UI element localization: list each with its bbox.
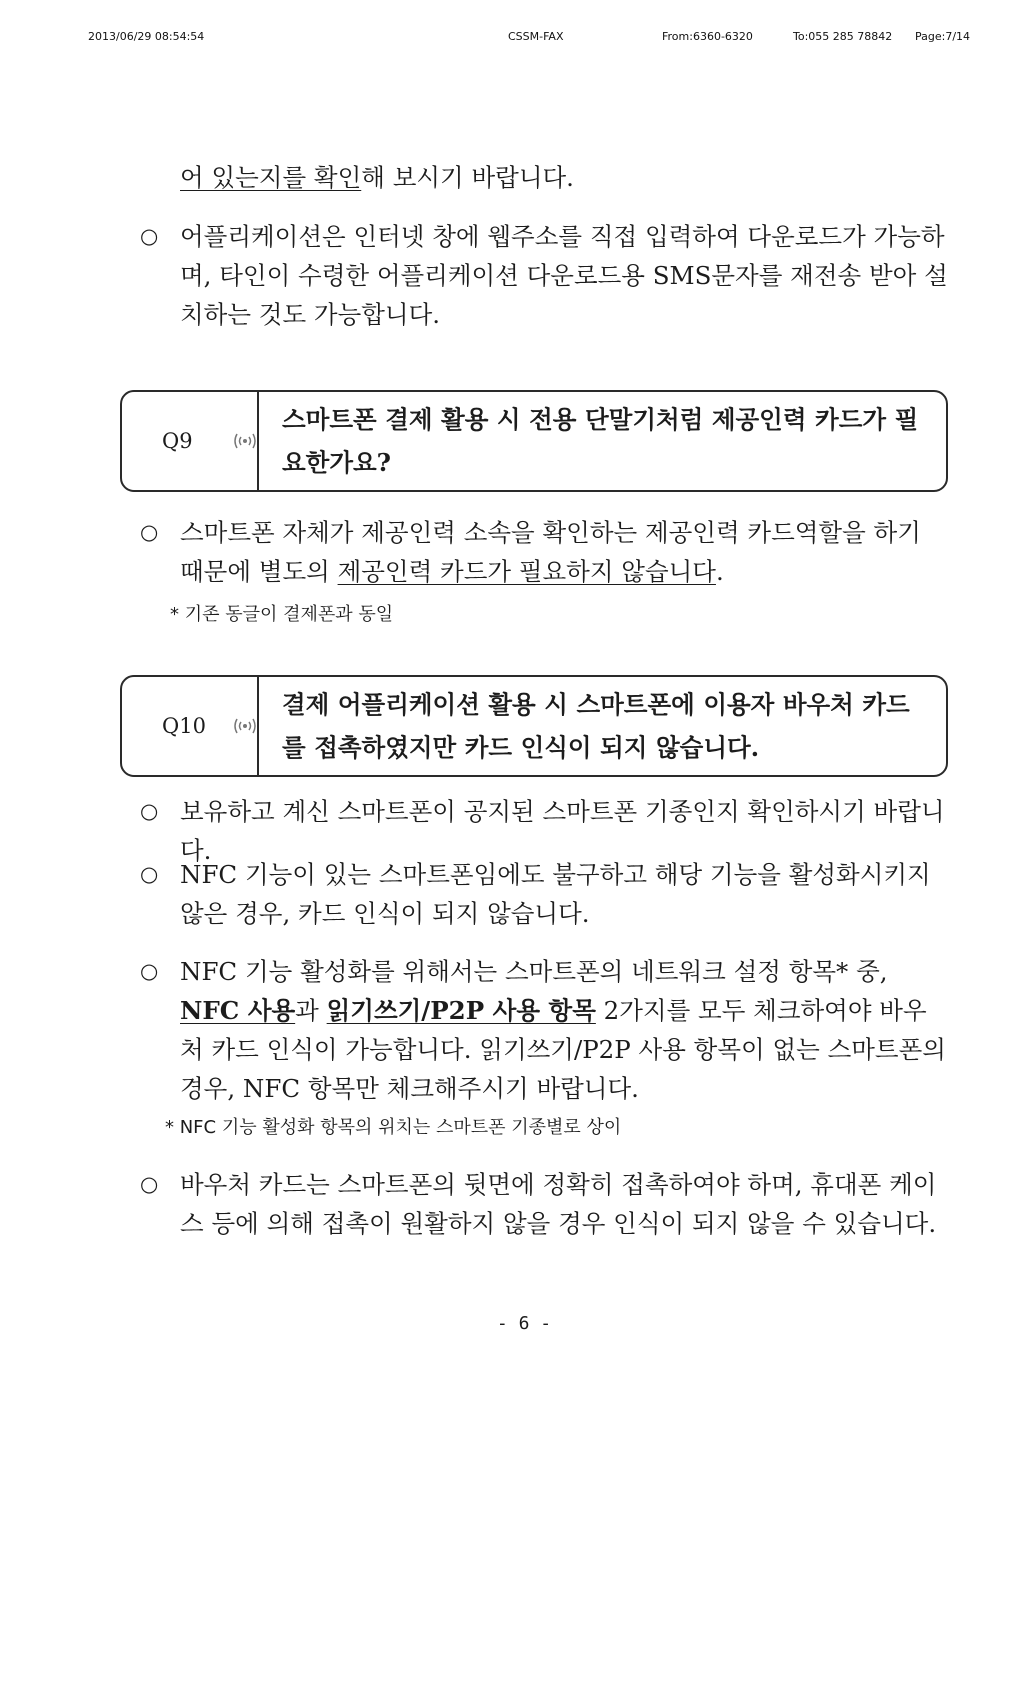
q9-answer-end: . xyxy=(715,557,724,586)
fax-header xyxy=(0,30,1024,50)
q9-answer-underlined: 제공인력 카드가 필요하지 않습니다 xyxy=(337,557,716,586)
continuation-text: 해 보시기 바랍니다. xyxy=(361,163,574,192)
fax-from: From:6360-6320 xyxy=(662,30,753,43)
q10-answer-contact-text: 바우처 카드는 스마트폰의 뒷면에 정확히 접촉하여야 하며, 휴대폰 케이스 등에 의해 접촉이 원활하지 않을 경우 인식이 되지 않을 수 있습니다. xyxy=(180,1170,937,1238)
p2p-use-underlined: 읽기쓰기/P2P 사용 항목 xyxy=(326,996,596,1025)
q10-number: Q10 xyxy=(162,714,206,738)
download-text: 어플리케이션은 인터넷 창에 웹주소를 직접 입력하여 다운로드가 가능하며, 타인이 수령한 어플리케이션 다운로드용 SMS문자를 재전송 받아 설치하는 것도 가능합니다. xyxy=(180,222,948,329)
bullet-icon: ○ xyxy=(140,799,159,823)
q10-answer-nfc-inactive-text: NFC 기능이 있는 스마트폰임에도 불구하고 해당 기능을 활성화시키지 않은 경우, 카드 인식이 되지 않습니다. xyxy=(180,860,931,928)
download-paragraph xyxy=(140,217,948,334)
q10-question-box xyxy=(120,675,948,777)
fax-page: Page:7/14 xyxy=(915,30,971,43)
page-number: - 6 - xyxy=(496,1313,552,1334)
q10-answer-nfc-inactive xyxy=(140,855,948,933)
q9-answer-text: 스마트폰 자체가 제공인력 소속을 확인하는 제공인력 카드역할을 하기 때문에 별도의 xyxy=(180,518,921,586)
bullet-icon: ○ xyxy=(140,1172,159,1196)
q9-question-text: 스마트폰 결제 활용 시 전용 단말기처럼 제공인력 카드가 필요한가요? xyxy=(282,405,919,477)
bullet-icon: ○ xyxy=(140,224,159,248)
q10-label-cell xyxy=(122,677,259,775)
bullet-icon: ○ xyxy=(140,862,159,886)
nfc-note: * NFC 기능 활성화 항목의 위치는 스마트폰 기종별로 상이 xyxy=(165,1117,622,1138)
q9-answer-paragraph xyxy=(140,513,948,591)
q10-question-text: 결제 어플리케이션 활용 시 스마트폰에 이용자 바우처 카드를 접촉하였지만 카드 인식이 되지 않습니다. xyxy=(282,690,910,762)
q9-label-cell xyxy=(122,392,259,490)
nfc-use-underlined: NFC 사용 xyxy=(180,996,296,1025)
q10-answer-nfc-activate xyxy=(140,952,948,1108)
nfc-wave-icon xyxy=(232,715,258,737)
fax-to: To:055 285 78842 xyxy=(793,30,893,43)
continuation-paragraph xyxy=(140,158,948,197)
continuation-underlined-text: 어 있는지를 확인 xyxy=(180,163,362,192)
q10-answer-contact xyxy=(140,1165,948,1243)
q9-number: Q9 xyxy=(162,429,193,453)
q9-question-box xyxy=(120,390,948,492)
nfc-activate-rest: 2가지를 모두 체크하여야 바우처 카드 인식이 가능합니다. 읽기쓰기/P2P 사용 항목이 없는 스마트폰의 경우, NFC 항목만 체크해주시기 바랍니다. xyxy=(180,996,946,1103)
nfc-wave-icon xyxy=(232,430,258,452)
fax-datetime: 2013/06/29 08:54:54 xyxy=(88,30,205,43)
q10-answer-model-text: 보유하고 계신 스마트폰이 공지된 스마트폰 기종인지 확인하시기 바랍니다. xyxy=(180,797,945,865)
bullet-icon: ○ xyxy=(140,520,159,544)
fax-sender: CSSM-FAX xyxy=(508,30,564,43)
nfc-activate-joint: 과 xyxy=(295,996,327,1025)
bullet-icon: ○ xyxy=(140,959,159,983)
nfc-activate-text: NFC 기능 활성화를 위해서는 스마트폰의 네트워크 설정 항목* 중, xyxy=(180,957,888,986)
q9-note: * 기존 동글이 결제폰과 동일 xyxy=(170,604,394,625)
